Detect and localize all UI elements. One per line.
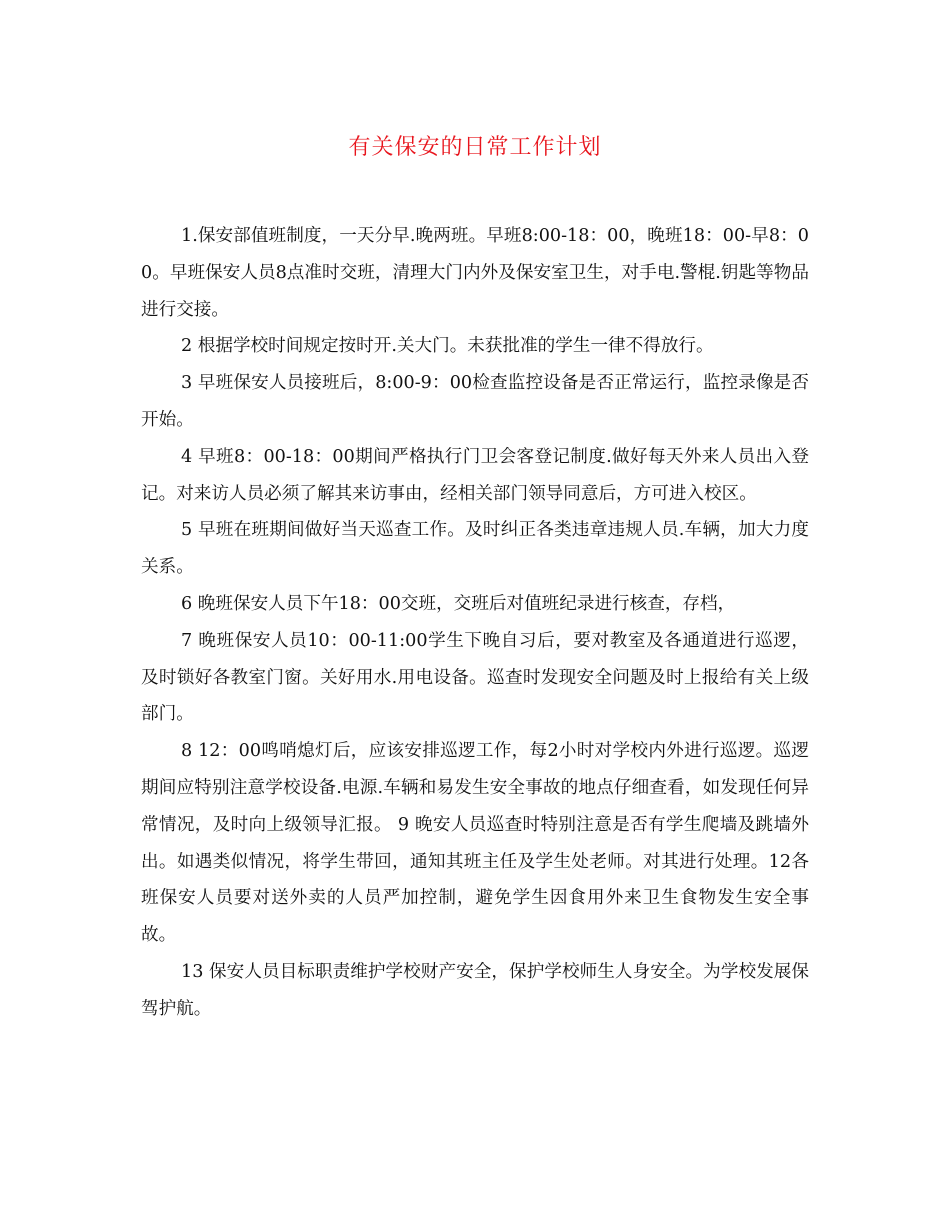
paragraph-8: 8 12：00鸣哨熄灯后，应该安排巡逻工作，每2小时对学校内外进行巡逻。巡逻期间应特别注意学校设备.电源.车辆和易发生安全事故的地点仔细查看，如发现任何异常情况，及时向上级领导汇报。 9 晚安人员巡查时特别注意是否有学生爬墙及跳墙外出。如遇类似情况，将学生带回，通知其班主任及学生处老师。对其进行处理。12各班保安人员要对送外卖的人员严加控制，避免学生因食用外来卫生食物发生安全事故。 [141, 741, 809, 946]
paragraph-7: 7 晚班保安人员10：00-11:00学生下晚自习后，要对教室及各通道进行巡逻，及时锁好各教室门窗。关好用水.用电设备。巡查时发现安全问题及时上报给有关上级部门。 [141, 630, 809, 725]
paragraph-4: 4 早班8：00-18：00期间严格执行门卫会客登记制度.做好每天外来人员出入登记。对来访人员必须了解其来访事由，经相关部门领导同意后，方可进入校区。 [141, 446, 809, 504]
paragraph-2: 2 根据学校时间规定按时开.关大门。未获批准的学生一律不得放行。 [181, 336, 714, 357]
document-body [141, 218, 809, 1028]
paragraph-13: 13 保安人员目标职责维护学校财产安全，保护学校师生人身安全。为学校发展保驾护航。 [141, 961, 809, 1019]
paragraph-5: 5 早班在班期间做好当天巡查工作。及时纠正各类违章违规人员.车辆，加大力度关系。 [141, 520, 809, 578]
paragraph-6: 6 晚班保安人员下午18：00交班，交班后对值班纪录进行核查，存档， [181, 593, 736, 614]
paragraph-1: 1.保安部值班制度，一天分早.晚两班。早班8:00-18：00，晚班18：00-早8：00。早班保安人员8点准时交班，清理大门内外及保安室卫生，对手电.警棍.钥匙等物品进行交接。 [141, 226, 809, 320]
document-title: 有关保安的日常工作计划 [348, 135, 602, 160]
paragraph-3: 3 早班保安人员接班后，8:00-9：00检查监控设备是否正常运行，监控录像是否开始。 [141, 373, 809, 430]
